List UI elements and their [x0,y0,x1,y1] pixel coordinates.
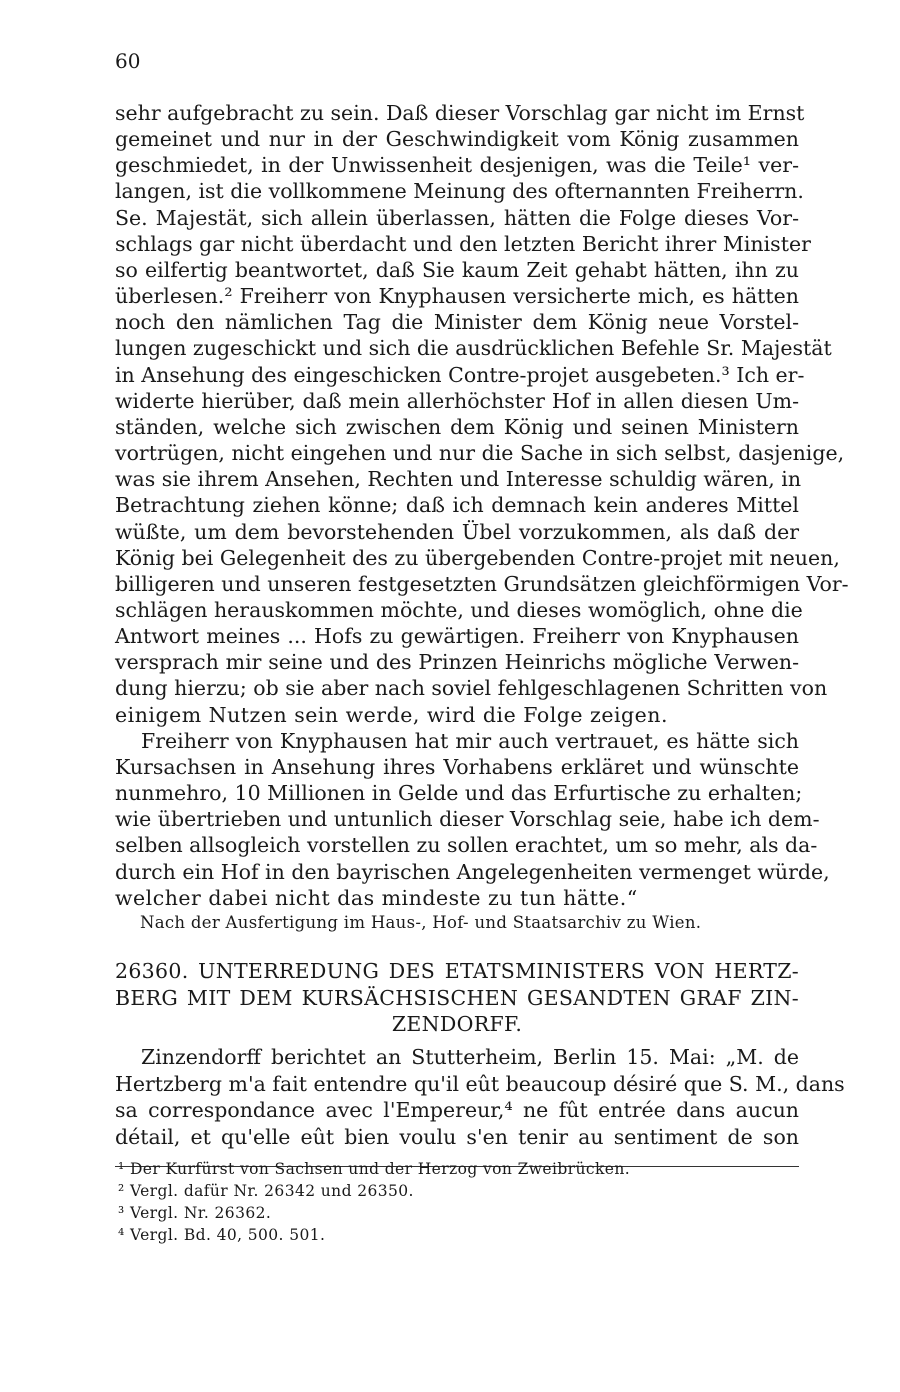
heading-line: BERG MIT DEM KURSÄCHSISCHEN GESANDTEN GRAF ZIN- [115,985,799,1010]
text-line: Freiherr von Knyphausen hat mir auch vertrauet, es hätte sich [141,728,799,753]
paragraph-2 [115,728,830,911]
text-line: versprach mir seine und des Prinzen Heinrichs mögliche Verwen- [115,650,799,675]
text-line: sa correspondance avec l'Empereur,⁴ ne fût entrée dans aucun [115,1098,799,1122]
footnote: ¹ Der Kurfürst von Sachsen und der Herzog von Zweibrücken. [118,1160,631,1178]
text-line: in Ansehung des eingeschicken Contre-projet ausgebeten.³ Ich er- [115,362,805,387]
text-line: widerte hierüber, daß mein allerhöchster Hof in allen diesen Um- [115,388,799,413]
text-line: billigeren und unseren festgesetzten Grundsätzen gleichförmigen Vor- [115,571,849,596]
text-line: Betrachtung ziehen könne; daß ich demnach kein anderes Mittel [115,493,799,518]
text-line: selben allsogleich vorstellen zu sollen erachtet, um so mehr, als da- [115,833,818,858]
text-line: noch den nämlichen Tag die Minister dem König neue Vorstel- [115,310,799,335]
section-heading [115,958,799,1038]
heading-line: ZENDORFF. [391,1012,523,1036]
footnotes [118,1158,802,1246]
text-line: einigem Nutzen sein werde, wird die Folge zeigen. [115,702,668,727]
heading-line: 26360. UNTERREDUNG DES ETATSMINISTERS VON HERTZ- [115,959,799,983]
text-line: durch ein Hof in den bayrischen Angelegenheiten vermenget würde, [115,859,830,884]
paragraph-3 [115,1044,845,1150]
text-line: was sie ihrem Ansehen, Rechten und Interesse schuldig wären, in [115,467,802,492]
text-line: vortrügen, nicht eingehen und nur die Sache in sich selbst, dasjenige, [115,441,845,466]
text-line: Hertzberg m'a fait entendre qu'il eût beaucoup désiré que S. M., dans [115,1071,845,1096]
page-number: 60 [115,49,141,73]
text-line: gemeinet und nur in der Geschwindigkeit vom König zusammen [115,127,799,152]
text-line: Zinzendorff berichtet an Stutterheim, Berlin 15. Mai: „M. de [141,1045,799,1069]
footnote: ³ Vergl. Nr. 26362. [118,1204,272,1222]
text-line: wüßte, um dem bevorstehenden Übel vorzukommen, als daß der [115,519,799,544]
text-line: überlesen.² Freiherr von Knyphausen versicherte mich, es hätten [115,284,799,309]
text-line: welcher dabei nicht das mindeste zu tun hätte.“ [115,885,638,910]
source-note: Nach der Ausfertigung im Haus-, Hof- und Staatsarchiv zu Wien. [140,913,702,932]
paragraph-1 [115,100,849,728]
text-line: nunmehro, 10 Millionen in Gelde und das Erfurtische zu erhalten; [115,781,803,806]
text-line: langen, ist die vollkommene Meinung des ofternannten Freiherrn. [115,179,804,204]
text-line: dung hierzu; ob sie aber nach soviel fehlgeschlagenen Schritten von [115,676,828,701]
text-line: ständen, welche sich zwischen dem König und seinen Ministern [115,414,799,439]
main-text [115,100,849,911]
text-line: König bei Gelegenheit des zu übergebenden Contre-projet mit neuen, [115,545,840,570]
text-line: Antwort meines ... Hofs zu gewärtigen. Freiherr von Knyphausen [115,624,799,649]
text-line: schlags gar nicht überdacht und den letzten Bericht ihrer Minister [115,231,811,256]
text-line: Kursachsen in Ansehung ihres Vorhabens erkläret und wünschte [115,754,799,779]
footnote: ² Vergl. dafür Nr. 26342 und 26350. [118,1182,414,1200]
text-line: so eilfertig beantwortet, daß Sie kaum Zeit gehabt hätten, ihn zu [115,257,799,282]
text-line: détail, et qu'elle eût bien voulu s'en tenir au sentiment de son [115,1124,799,1149]
footnote: ⁴ Vergl. Bd. 40, 500. 501. [118,1226,326,1244]
text-line: lungen zugeschickt und sich die ausdrücklichen Befehle Sr. Majestät [115,336,832,361]
text-line: schlägen herauskommen möchte, und dieses womöglich, ohne die [115,597,803,622]
text-line: geschmiedet, in der Unwissenheit desjenigen, was die Teile¹ ver- [115,153,799,178]
text-line: wie übertrieben und untunlich dieser Vorschlag seie, habe ich dem- [115,807,820,832]
text-line: sehr aufgebracht zu sein. Daß dieser Vorschlag gar nicht im Ernst [115,101,805,125]
text-line: Se. Majestät, sich allein überlassen, hätten die Folge dieses Vor- [115,205,799,230]
